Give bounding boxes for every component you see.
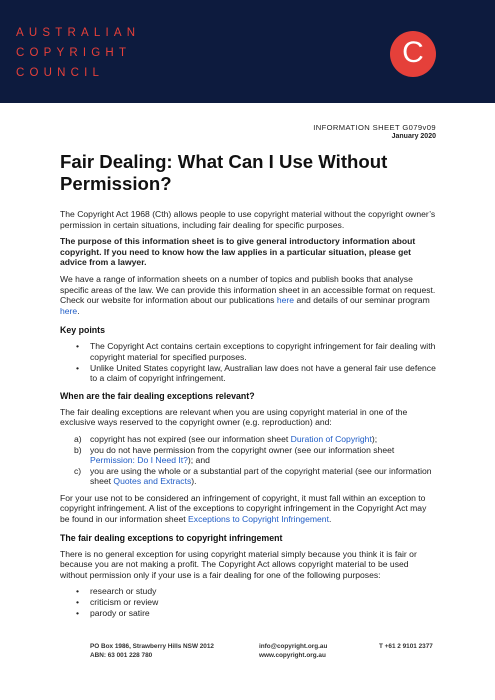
key-point-item: • The Copyright Act contains certain exceptions to copyright infringement for fair dealing with copyright material for specified purposes. (76, 341, 436, 362)
publications-text-b: and details of our seminar program (294, 295, 430, 306)
seminar-link[interactable]: here (60, 305, 78, 316)
intro-paragraph: The Copyright Act 1968 (Cth) allows people to use copyright material without the copyright owner’s permission in certain situations, including fair dealing for specific purposes. (60, 209, 436, 230)
sheet-meta (313, 123, 436, 140)
relevance-item-text: copyright has not expired (see our information sheet (90, 433, 291, 444)
permission-link[interactable]: Permission: Do I Need It? (90, 455, 188, 466)
relevance-item (74, 445, 436, 466)
relevance-item-text: you do not have permission from the copyright owner (see our information sheet (90, 444, 395, 455)
logo-line-3: COUNCIL (16, 67, 105, 79)
footer-abn: ABN: 63 001 228 780 (90, 651, 153, 659)
exceptions-link[interactable]: Exceptions to Copyright Infringement (188, 514, 329, 525)
relevance-item-tail: ). (191, 476, 197, 487)
relevance-item (74, 466, 436, 487)
relevance-list (60, 434, 436, 487)
key-points-list (60, 341, 436, 383)
list-marker: a) (74, 433, 82, 444)
relevance-lead: The fair dealing exceptions are relevant when you are using copyright material in one of the exclusive ways reserved to the copyright owner (e.g. reproduction) and: (60, 406, 408, 428)
sheet-code: INFORMATION SHEET G079v09 (313, 123, 436, 132)
relevance-heading: When are the fair dealing exceptions relevant? (60, 390, 255, 401)
list-marker: b) (74, 444, 82, 455)
footer-address: PO Box 1986, Strawberry Hills NSW 2012 (90, 643, 214, 650)
publications-link[interactable]: here (276, 295, 295, 306)
purposes-list (60, 586, 436, 618)
page-title: Fair Dealing: What Can I Use Without Permission? (60, 151, 388, 194)
purpose-paragraph: The purpose of this information sheet is to give general introductory information about copyright. If you need to know how the law applies in a particular situation, please get advice from a lawyer. (60, 236, 416, 268)
quotes-and-extracts-link[interactable]: Quotes and Extracts (113, 476, 192, 487)
header-banner (0, 0, 495, 103)
exceptions-heading: The fair dealing exceptions to copyright infringement (60, 532, 283, 543)
relevance-item-text: you are using the whole or a substantial part of the copyright material (see our information sheet (90, 465, 432, 487)
footer-contact-block (259, 643, 327, 660)
footer-email[interactable]: info@copyright.org.au (259, 643, 328, 650)
logo-line-1: AUSTRALIAN (16, 27, 141, 39)
sheet-date: January 2020 (391, 133, 436, 140)
exceptions-reference-paragraph (60, 493, 436, 525)
reference-text-b: . (328, 514, 332, 525)
document-body (60, 151, 436, 625)
key-points-heading: Key points (60, 325, 105, 336)
purpose-item: • parody or satire (76, 608, 436, 619)
copyright-c-logo-icon: C (390, 31, 436, 77)
logo-line-2: COPYRIGHT (16, 47, 132, 59)
footer-web[interactable]: www.copyright.org.au (259, 651, 326, 659)
footer-phone: T +61 2 9101 2377 (379, 643, 433, 650)
publications-text-a: We have a range of information sheets on a number of topics and publish books that analyse specific areas of the law. We can provide this information sheet in an accessible format on request. Check our website for information about our publications (60, 273, 436, 306)
publications-text-c: . (77, 305, 80, 316)
relevance-item-tail: ); (371, 433, 378, 444)
exceptions-lead: There is no general exception for using copyright material simply because you think it is fair or because you are not making a profit. The Copyright Act allows copyright material to be used without permission only if your use is a fair dealing for one of the following purposes: (60, 548, 417, 580)
reference-text-a: For your use not to be considered an infringement of copyright, it must fall within an exception to copyright infringement. A list of the exceptions to copyright infringement in the Copyright Act may be found in our information sheet (60, 492, 427, 525)
purpose-item: • criticism or review (76, 597, 436, 608)
list-marker: c) (74, 465, 82, 476)
relevance-item (74, 434, 436, 445)
council-logo-text (16, 23, 140, 83)
purpose-item: • research or study (76, 586, 436, 597)
publications-paragraph (60, 274, 436, 316)
key-point-item: • Unlike United States copyright law, Australian law does not have a general fair use defence to a claim of copyright infringement. (76, 363, 436, 384)
duration-of-copyright-link[interactable]: Duration of Copyright (290, 433, 372, 444)
relevance-item-tail: ); and (187, 455, 210, 466)
footer-address-block (90, 643, 214, 660)
